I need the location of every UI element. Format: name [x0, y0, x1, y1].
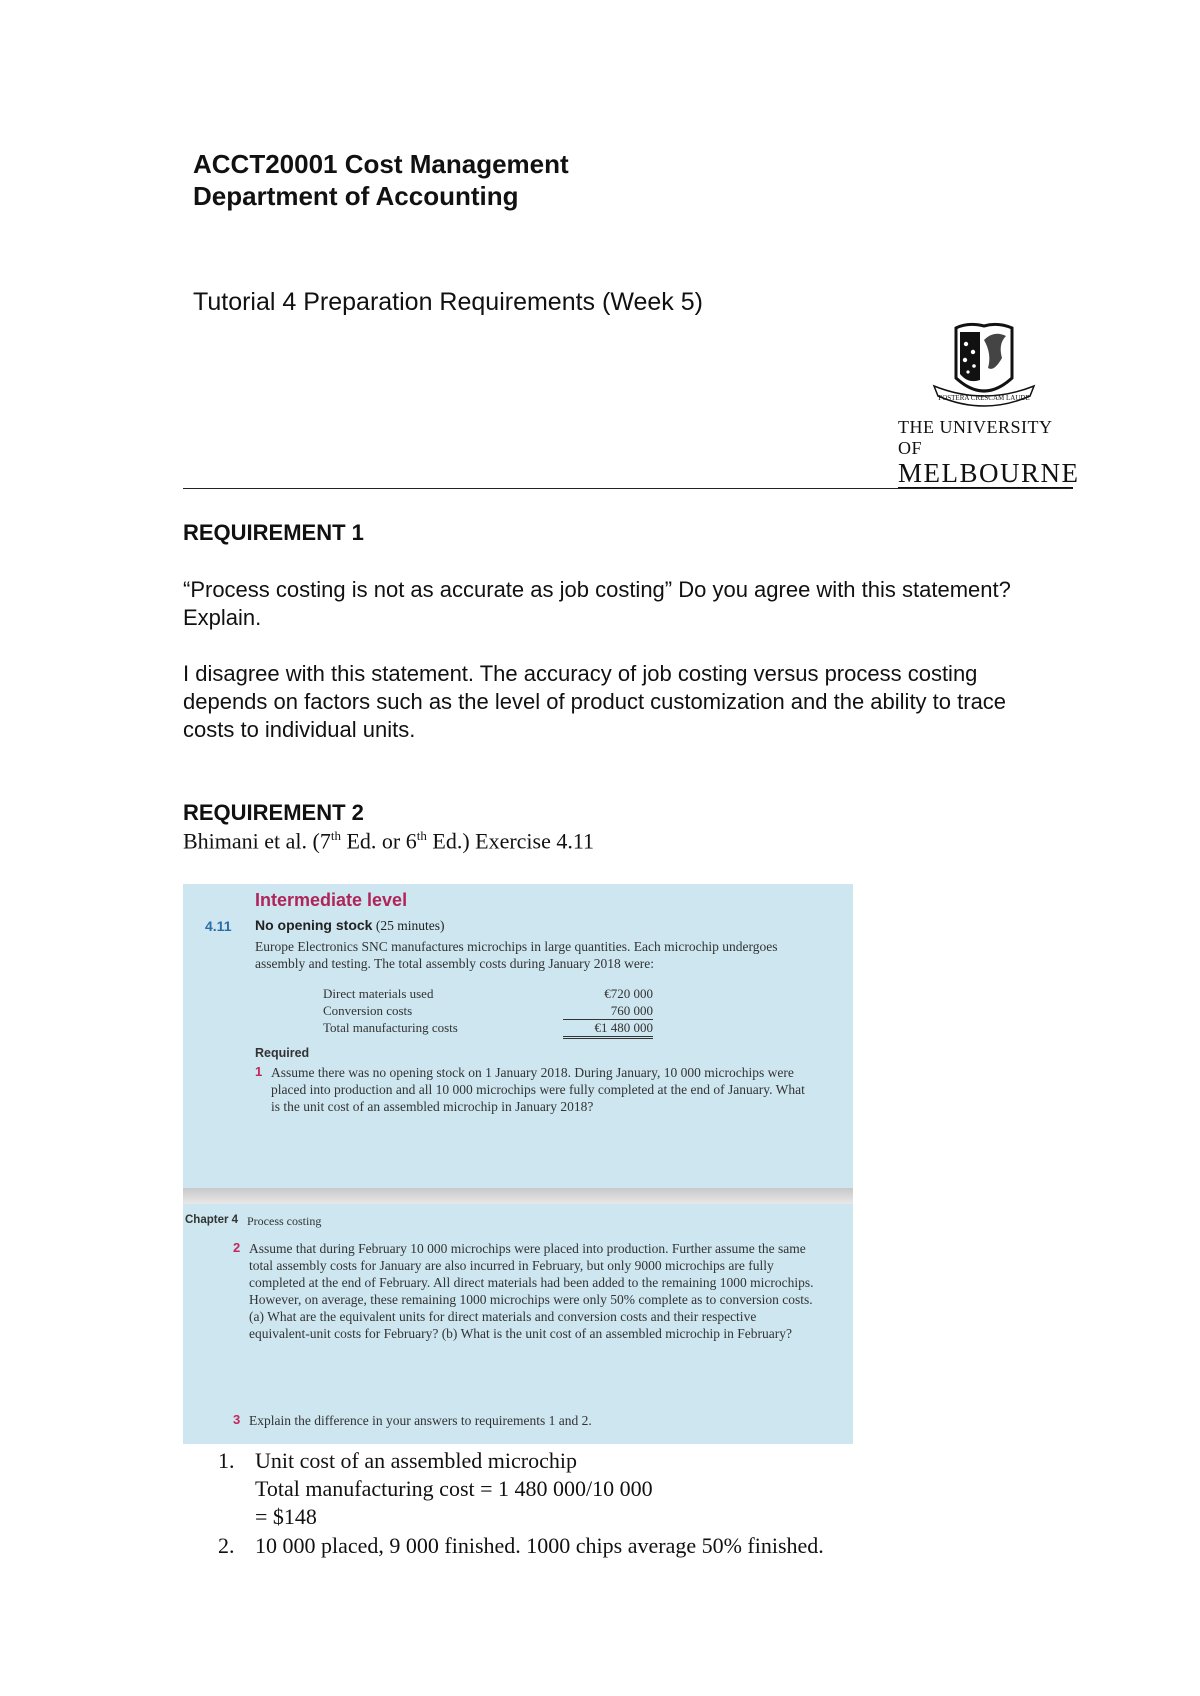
answer-2-number: 2.: [218, 1533, 235, 1558]
required-label: Required: [255, 1046, 310, 1060]
logo-motto: POSTERA CRESCAM LAUDE: [938, 394, 1030, 402]
page-break-separator: [183, 1188, 853, 1204]
excerpt-level-heading: Intermediate level: [255, 890, 408, 910]
question-1-text: Assume there was no opening stock on 1 January 2018. During January, 10 000 microchips were placed into production and all 10 000 microchips were fully completed at the end of January. What is the unit cost of an assembled microchip in January 2018?: [271, 1065, 805, 1114]
excerpt-panel-top: [183, 884, 853, 1188]
tutorial-title: Tutorial 4 Preparation Requirements (Week 5): [193, 288, 703, 316]
cost-row-value: 760 000: [563, 1003, 653, 1020]
question-1-number: 1: [255, 1064, 263, 1079]
department-title: Department of Accounting: [193, 181, 519, 211]
course-title: ACCT20001 Cost Management: [193, 149, 569, 179]
exercise-number: 4.11: [205, 918, 232, 934]
cost-row-label: Conversion costs: [323, 1003, 413, 1018]
question-3-text: Explain the difference in your answers to requirements 1 and 2.: [249, 1413, 592, 1428]
logo-text-line1: THE UNIVERSITY OF: [898, 417, 1052, 458]
chapter-label: Chapter 4: [185, 1214, 239, 1226]
cost-row-label: Direct materials used: [323, 986, 434, 1001]
question-3-number: 3: [233, 1412, 241, 1427]
requirement-2-heading: REQUIREMENT 2: [183, 800, 364, 825]
exercise-title: No opening stock (25 minutes): [255, 917, 445, 933]
requirement-1-heading: REQUIREMENT 1: [183, 520, 364, 545]
cost-row-label: Total manufacturing costs: [323, 1020, 458, 1035]
requirement-1-question: “Process costing is not as accurate as job costing” Do you agree with this statement? Explain.: [183, 577, 1011, 630]
excerpt-panel-bottom: [183, 1238, 853, 1444]
answer-1-line-1: Unit cost of an assembled microchip: [255, 1448, 577, 1473]
requirement-1-answer: I disagree with this statement. The accuracy of job costing versus process costing depends on factors such as the level of product customization and the ability to trace costs to individual units.: [183, 661, 1007, 742]
cost-row-value: €720 000: [604, 986, 653, 1001]
answer-1-line-3: = $148: [255, 1504, 317, 1529]
textbook-excerpt-image: [183, 884, 853, 1444]
exercise-intro: Europe Electronics SNC manufactures microchips in large quantities. Each microchip undergoes assembly and testing. The total assembly costs during January 2018 were:: [255, 939, 778, 971]
question-2-text: Assume that during February 10 000 microchips were placed into production. Further assume the same total assembly costs for January are also incurred in February, but only 9000 microchips are fully completed at the end of February. All direct materials had been added to the remaining 1000 microchips. However, on average, these remaining 1000 microchips were only 50% complete as to conversion costs. (a) What are the equivalent units for direct materials and conversion costs and their respective equivalent-unit costs for February? (b) What is the unit cost of an assembled microchip in February?: [249, 1241, 814, 1341]
question-2-number: 2: [233, 1240, 241, 1255]
answer-1-number: 1.: [218, 1448, 235, 1473]
header-divider: [183, 488, 1071, 489]
logo-text-line2: MELBOURNE: [898, 458, 1080, 488]
chapter-title: Process costing: [247, 1214, 322, 1228]
university-logo: [898, 322, 1080, 489]
excerpt-chapter-header: [183, 1204, 853, 1238]
answer-2-line-1: 10 000 placed, 9 000 finished. 1000 chips average 50% finished.: [255, 1533, 824, 1558]
requirement-2-reference: Bhimani et al. (7th Ed. or 6th Ed.) Exercise 4.11: [183, 828, 595, 854]
university-crest-icon: [898, 322, 1073, 412]
answer-1-line-2: Total manufacturing cost = 1 480 000/10 000: [255, 1476, 653, 1501]
cost-row-value: €1 480 000: [563, 1020, 653, 1039]
